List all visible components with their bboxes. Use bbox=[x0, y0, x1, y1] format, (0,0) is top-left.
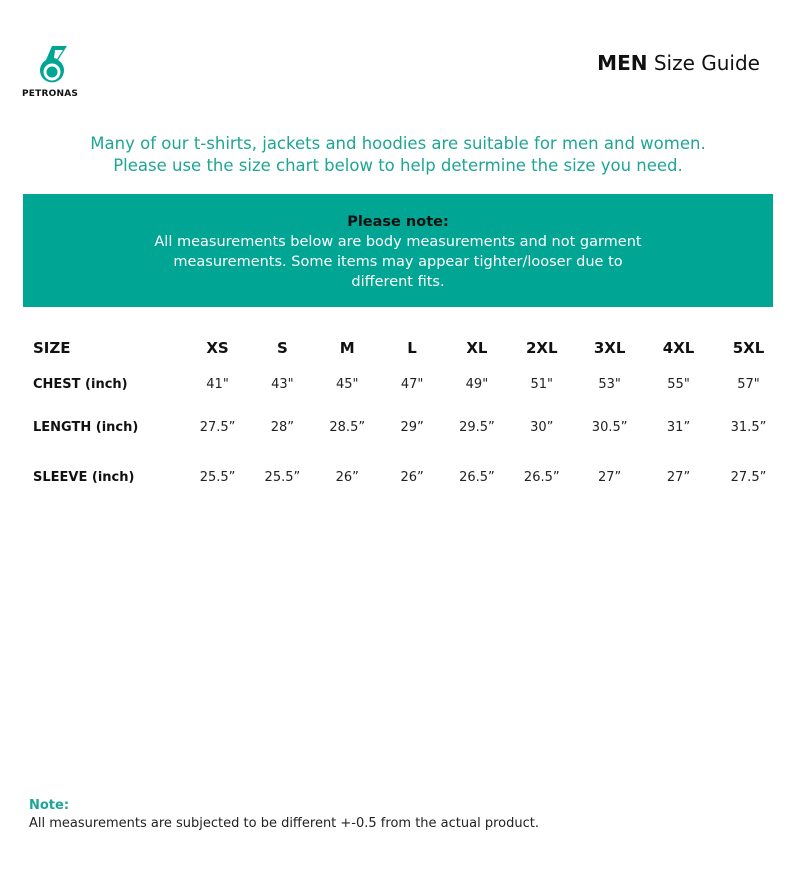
table-cell: 51" bbox=[530, 376, 554, 392]
petronas-emblem-icon bbox=[34, 42, 70, 86]
table-row-sleeve bbox=[23, 452, 785, 502]
header-cell: M bbox=[339, 339, 355, 357]
intro-text bbox=[0, 133, 796, 177]
table-cell: 53" bbox=[598, 376, 621, 392]
page-title bbox=[597, 51, 760, 75]
row-label: CHEST (inch) bbox=[33, 376, 128, 392]
table-row-chest bbox=[23, 366, 785, 402]
table-cell: 29.5” bbox=[459, 419, 495, 435]
table-cell: 31.5” bbox=[730, 419, 767, 435]
note-banner bbox=[23, 194, 773, 307]
table-cell: 26.5” bbox=[523, 469, 560, 485]
table-cell: 55" bbox=[667, 376, 690, 392]
page-title-strong: MEN bbox=[597, 51, 648, 75]
header-cell: 4XL bbox=[662, 339, 695, 357]
intro-line-1: Many of our t-shirts, jackets and hoodies are suitable for men and women. bbox=[90, 134, 706, 153]
banner-line-3: different fits. bbox=[351, 274, 445, 290]
table-cell: 25.5” bbox=[199, 469, 236, 485]
petronas-logo bbox=[22, 42, 80, 99]
intro-line-2: Please use the size chart below to help determine the size you need. bbox=[113, 156, 683, 175]
header-cell: 3XL bbox=[593, 339, 626, 357]
page-title-rest: Size Guide bbox=[653, 51, 760, 75]
table-cell: 27” bbox=[598, 469, 622, 485]
table-row-length bbox=[23, 402, 785, 452]
header-cell: 2XL bbox=[525, 339, 558, 357]
header-cell: XS bbox=[206, 339, 229, 357]
banner-line-2: measurements. Some items may appear tighter/looser due to bbox=[173, 254, 623, 270]
table-cell: 31” bbox=[666, 419, 691, 435]
table-cell: 43" bbox=[271, 376, 294, 392]
table-cell: 26.5” bbox=[459, 469, 495, 485]
table-cell: 30.5” bbox=[591, 419, 628, 435]
header-cell: 5XL bbox=[732, 339, 765, 357]
header-cell: SIZE bbox=[33, 339, 71, 357]
table-cell: 26” bbox=[335, 469, 359, 485]
table-cell: 57" bbox=[737, 376, 760, 392]
header-cell: XL bbox=[466, 339, 488, 357]
table-cell: 45" bbox=[335, 376, 359, 392]
size-header-row bbox=[23, 330, 785, 366]
table-cell: 29” bbox=[400, 419, 424, 435]
table-cell: 26” bbox=[400, 469, 424, 485]
brand-name: PETRONAS bbox=[22, 89, 79, 99]
table-cell: 28” bbox=[270, 419, 295, 435]
size-table bbox=[23, 330, 785, 502]
banner-line-1: All measurements below are body measurements and not garment bbox=[154, 234, 642, 250]
table-cell: 28.5” bbox=[329, 419, 366, 435]
row-label: LENGTH (inch) bbox=[33, 419, 139, 435]
table-cell: 49" bbox=[465, 376, 489, 392]
table-cell: 27” bbox=[666, 469, 691, 485]
table-cell: 47" bbox=[400, 376, 424, 392]
note-label: Note: bbox=[29, 798, 70, 813]
note-text: All measurements are subjected to be different +-0.5 from the actual product. bbox=[29, 816, 539, 831]
banner-title: Please note: bbox=[347, 214, 449, 230]
table-cell: 27.5” bbox=[199, 419, 236, 435]
footer-note bbox=[29, 797, 539, 833]
table-cell: 30” bbox=[530, 419, 554, 435]
table-cell: 41" bbox=[206, 376, 229, 392]
row-label: SLEEVE (inch) bbox=[33, 469, 135, 485]
table-cell: 27.5” bbox=[730, 469, 767, 485]
header-cell: L bbox=[407, 339, 417, 357]
table-cell: 25.5” bbox=[264, 469, 301, 485]
header-cell: S bbox=[276, 339, 288, 357]
